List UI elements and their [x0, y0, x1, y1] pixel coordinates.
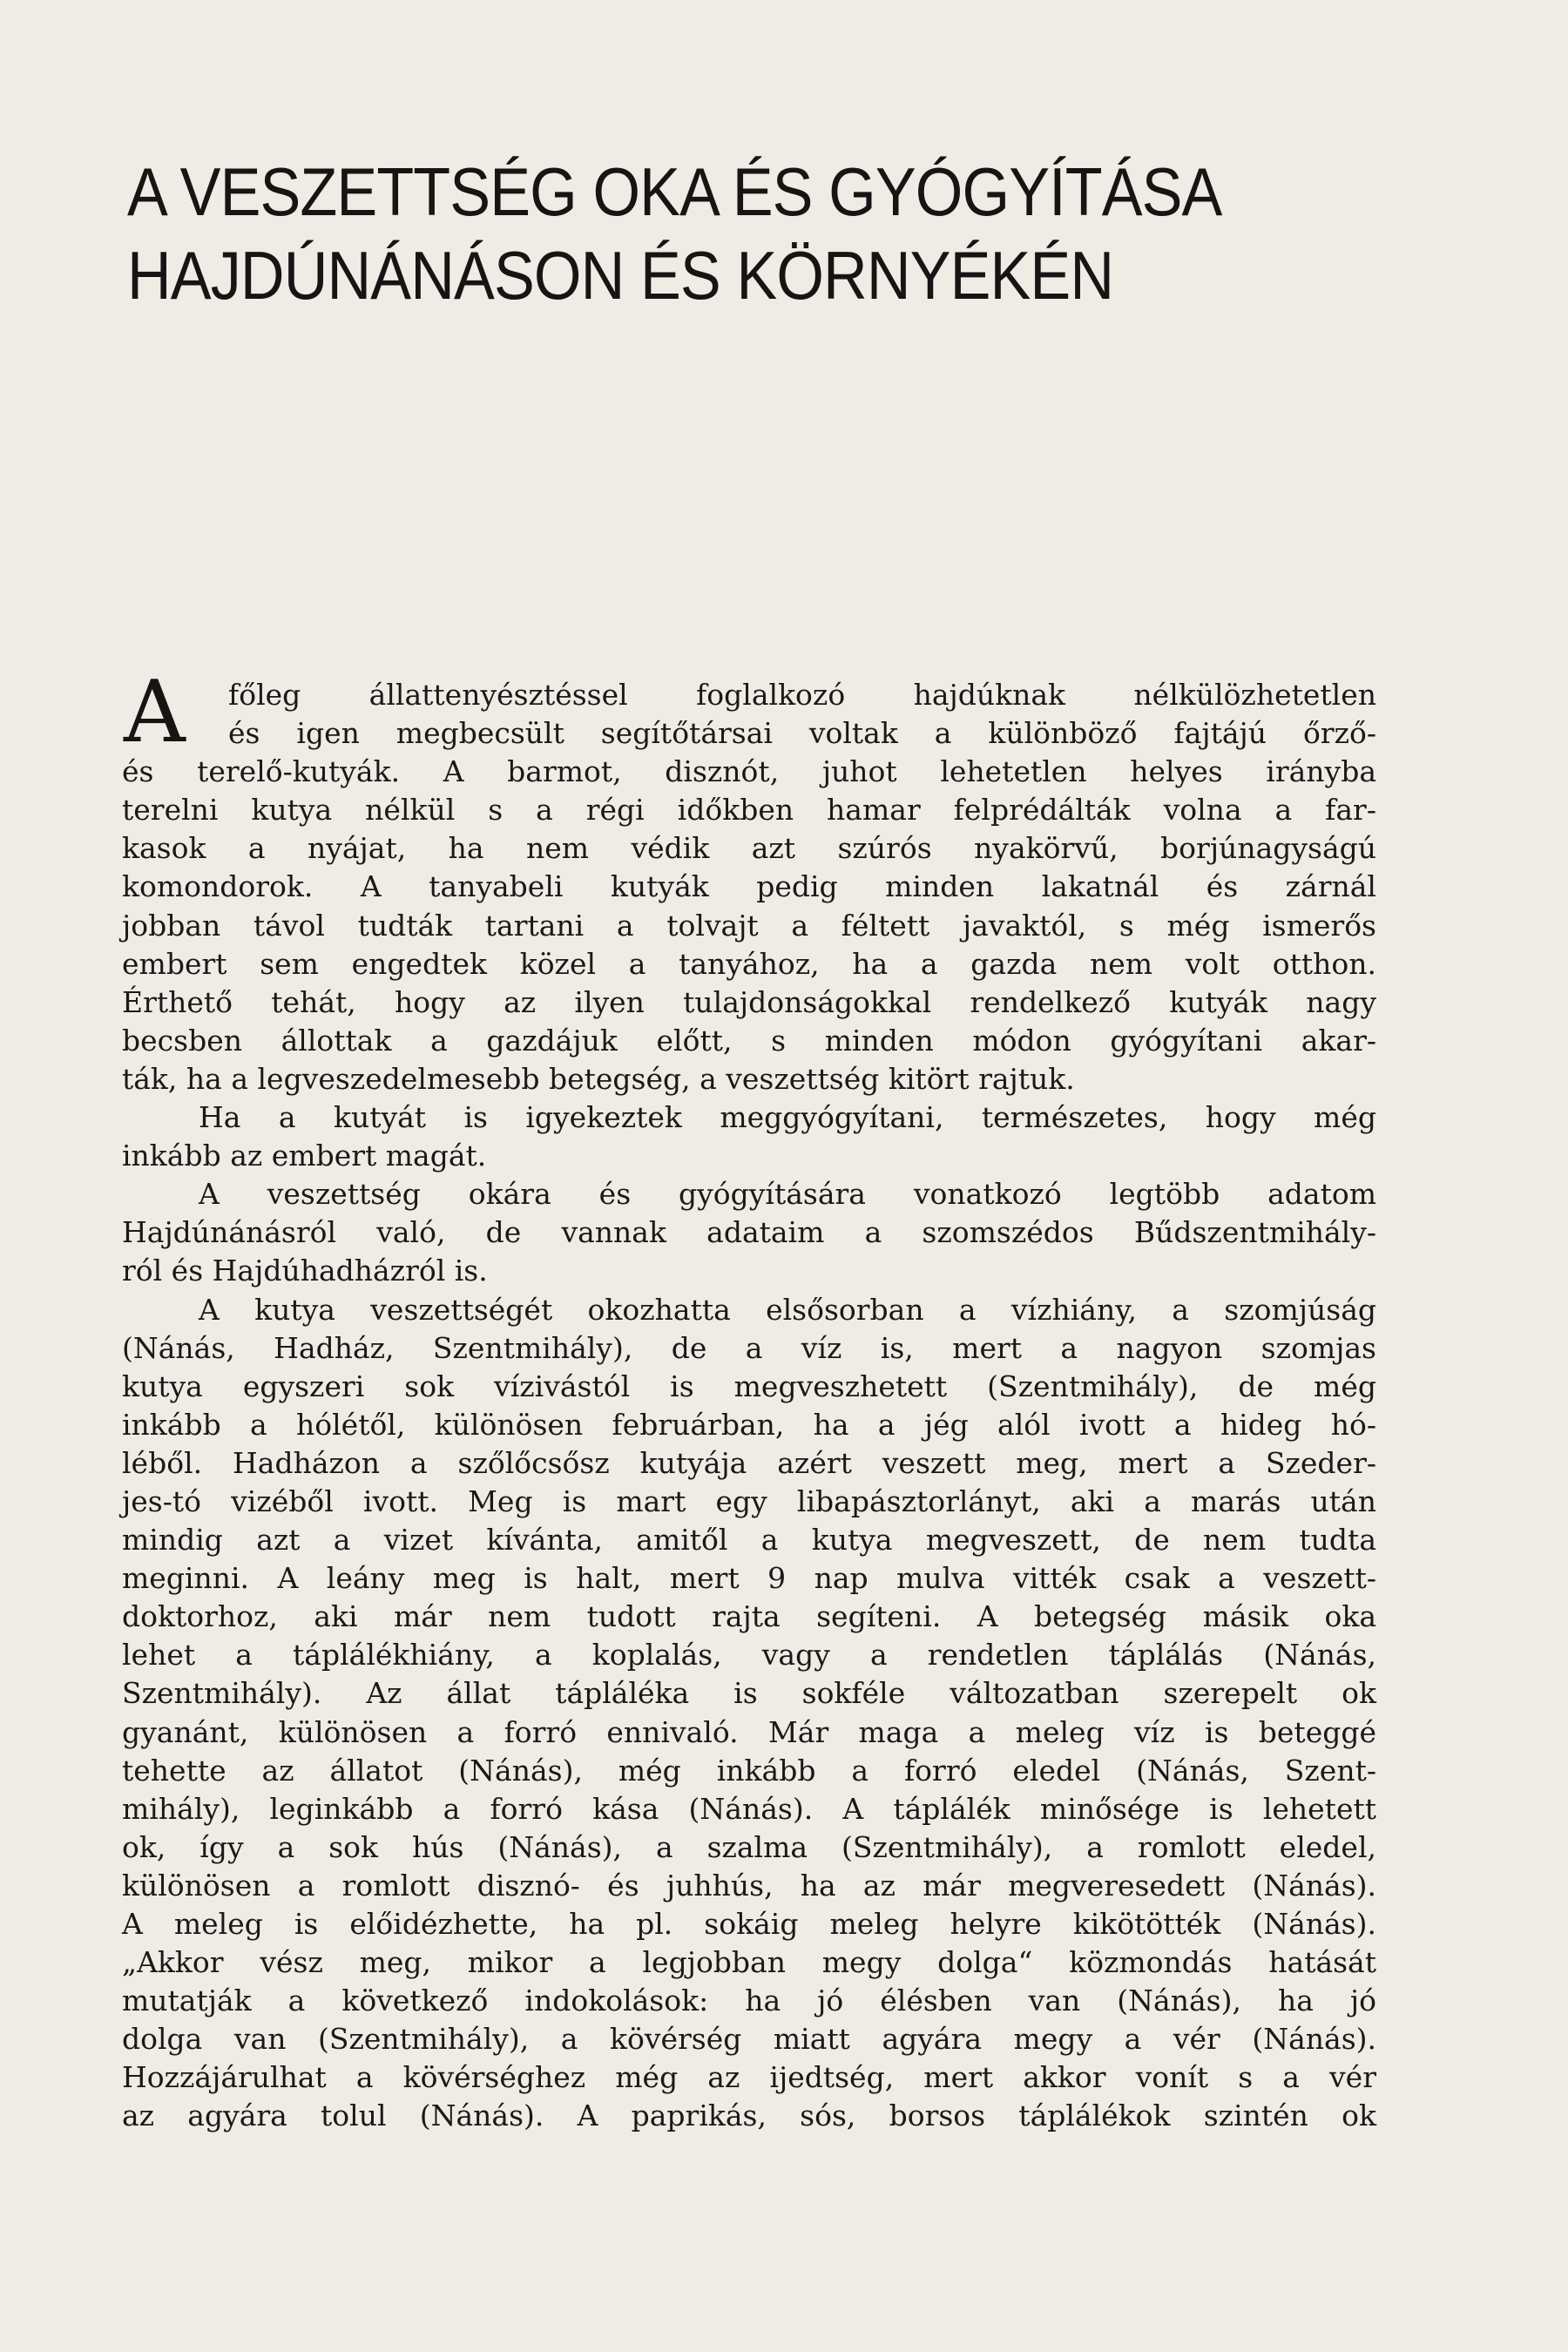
article-body [122, 663, 1376, 2136]
text-line: jobban távol tudták tartani a tolvajt a féltett javaktól, s még ismerős [122, 908, 1376, 943]
text-line: doktorhoz, aki már nem tudott rajta segíteni. A betegség másik oka [122, 1599, 1376, 1634]
text-line: mindig azt a vizet kívánta, amitől a kutya megveszett, de nem tudta [122, 1523, 1376, 1558]
text-line: kasok a nyájat, ha nem védik azt szúrós nyakörvű, borjúnagyságú [122, 831, 1376, 866]
text-line: az agyára tolul (Nánás). A paprikás, sós, borsos táplálékok szintén ok [122, 2099, 1376, 2133]
text-line: ták, ha a legveszedelmesebb betegség, a veszettség kitört rajtuk. [122, 1061, 1075, 1096]
text-line: léből. Hadházon a szőlőcsősz kutyája azért veszett meg, mert a Szeder- [122, 1445, 1376, 1480]
text-line: meginni. A leány meg is halt, mert 9 nap mulva vitték csak a veszett- [122, 1561, 1376, 1596]
text-line: Hozzájárulhat a kövérséghez még az ijedtség, mert akkor vonít s a vér [122, 2060, 1376, 2095]
text-line: tehette az állatot (Nánás), még inkább a forró eledel (Nánás, Szent- [122, 1753, 1376, 1788]
paragraph-4 [122, 1291, 1376, 2136]
text-line: A veszettség okára és gyógyítására vonatkozó legtöbb adatom [199, 1177, 1376, 1212]
text-line: ról és Hajdúhadházról is. [122, 1254, 488, 1288]
text-line: A meleg is előidézhette, ha pl. sokáig meleg helyre kikötötték (Nánás). [122, 1907, 1376, 1941]
text-line: mihály), leginkább a forró kása (Nánás). A táplálék minősége is lehetett [122, 1791, 1376, 1826]
text-line: főleg állattenyésztéssel foglalkozó hajdúknak nélkülözhetetlen [228, 678, 1376, 712]
text-line: becsben állottak a gazdájuk előtt, s minden módon gyógyítani akar- [122, 1023, 1376, 1058]
text-line: gyanánt, különösen a forró ennivaló. Már maga a meleg víz is beteggé [122, 1714, 1376, 1749]
text-line: terelni kutya nélkül s a régi időkben hamar felprédálták volna a far- [122, 793, 1376, 828]
text-line: (Nánás, Hadház, Szentmihály), de a víz is, mert a nagyon szomjas [122, 1330, 1376, 1365]
text-line: „Akkor vész meg, mikor a legjobban megy dolga“ közmondás hatását [122, 1945, 1376, 1980]
text-line: inkább a hólétől, különösen februárban, ha a jég alól ivott a hideg hó- [122, 1407, 1376, 1442]
text-line: A kutya veszettségét okozhatta elsősorban a vízhiány, a szomjúság [199, 1292, 1376, 1327]
title-line-1: A VESZETTSÉG OKA ÉS GYÓGYÍTÁSA [127, 153, 1222, 230]
text-line: kutya egyszeri sok vízivástól is megveszhetett (Szentmihály), de még [122, 1369, 1376, 1403]
text-line: Hajdúnánásról való, de vannak adataim a szomszédos Bűdszentmihály- [122, 1215, 1376, 1250]
paragraph-3 [122, 1175, 1376, 1290]
text-line: inkább az embert magát. [122, 1139, 487, 1173]
title-line-2: HAJDÚNÁNÁSON ÉS KÖRNYÉKÉN [127, 237, 1114, 314]
drop-cap: A [124, 663, 186, 762]
text-line: ok, így a sok hús (Nánás), a szalma (Szentmihály), a romlott eledel, [122, 1829, 1376, 1864]
text-line: jes-tó vizéből ivott. Meg is mart egy libapásztorlányt, aki a marás után [122, 1484, 1376, 1518]
text-line: embert sem engedtek közel a tanyához, ha a gazda nem volt otthon. [122, 946, 1376, 981]
text-line: Szentmihály). Az állat tápláléka is sokféle változatban szerepelt ok [122, 1676, 1376, 1711]
text-line: és terelő-kutyák. A barmot, disznót, juhot lehetetlen helyes irányba [122, 754, 1376, 789]
text-line: Érthető tehát, hogy az ilyen tulajdonságokkal rendelkező kutyák nagy [122, 984, 1376, 1019]
text-line: mutatják a következő indokolások: ha jó élésben van (Nánás), ha jó [122, 1984, 1376, 2018]
text-line: különösen a romlott disznó- és juhhús, ha az már megveresedett (Nánás). [122, 1868, 1376, 1903]
text-line: és igen megbecsült segítőtársai voltak a különböző fajtájú őrző- [228, 716, 1376, 751]
paragraph-2 [122, 1098, 1376, 1175]
text-line: Ha a kutyát is igyekeztek meggyógyítani, természetes, hogy még [199, 1100, 1376, 1135]
text-line: komondorok. A tanyabeli kutyák pedig minden lakatnál és zárnál [122, 869, 1376, 904]
text-line: lehet a táplálékhiány, a koplalás, vagy a rendetlen táplálás (Nánás, [122, 1638, 1376, 1673]
article-title [127, 150, 1303, 317]
paragraph-1 [122, 663, 1376, 1098]
text-line: dolga van (Szentmihály), a kövérség miatt agyára megy a vér (Nánás). [122, 2022, 1376, 2057]
